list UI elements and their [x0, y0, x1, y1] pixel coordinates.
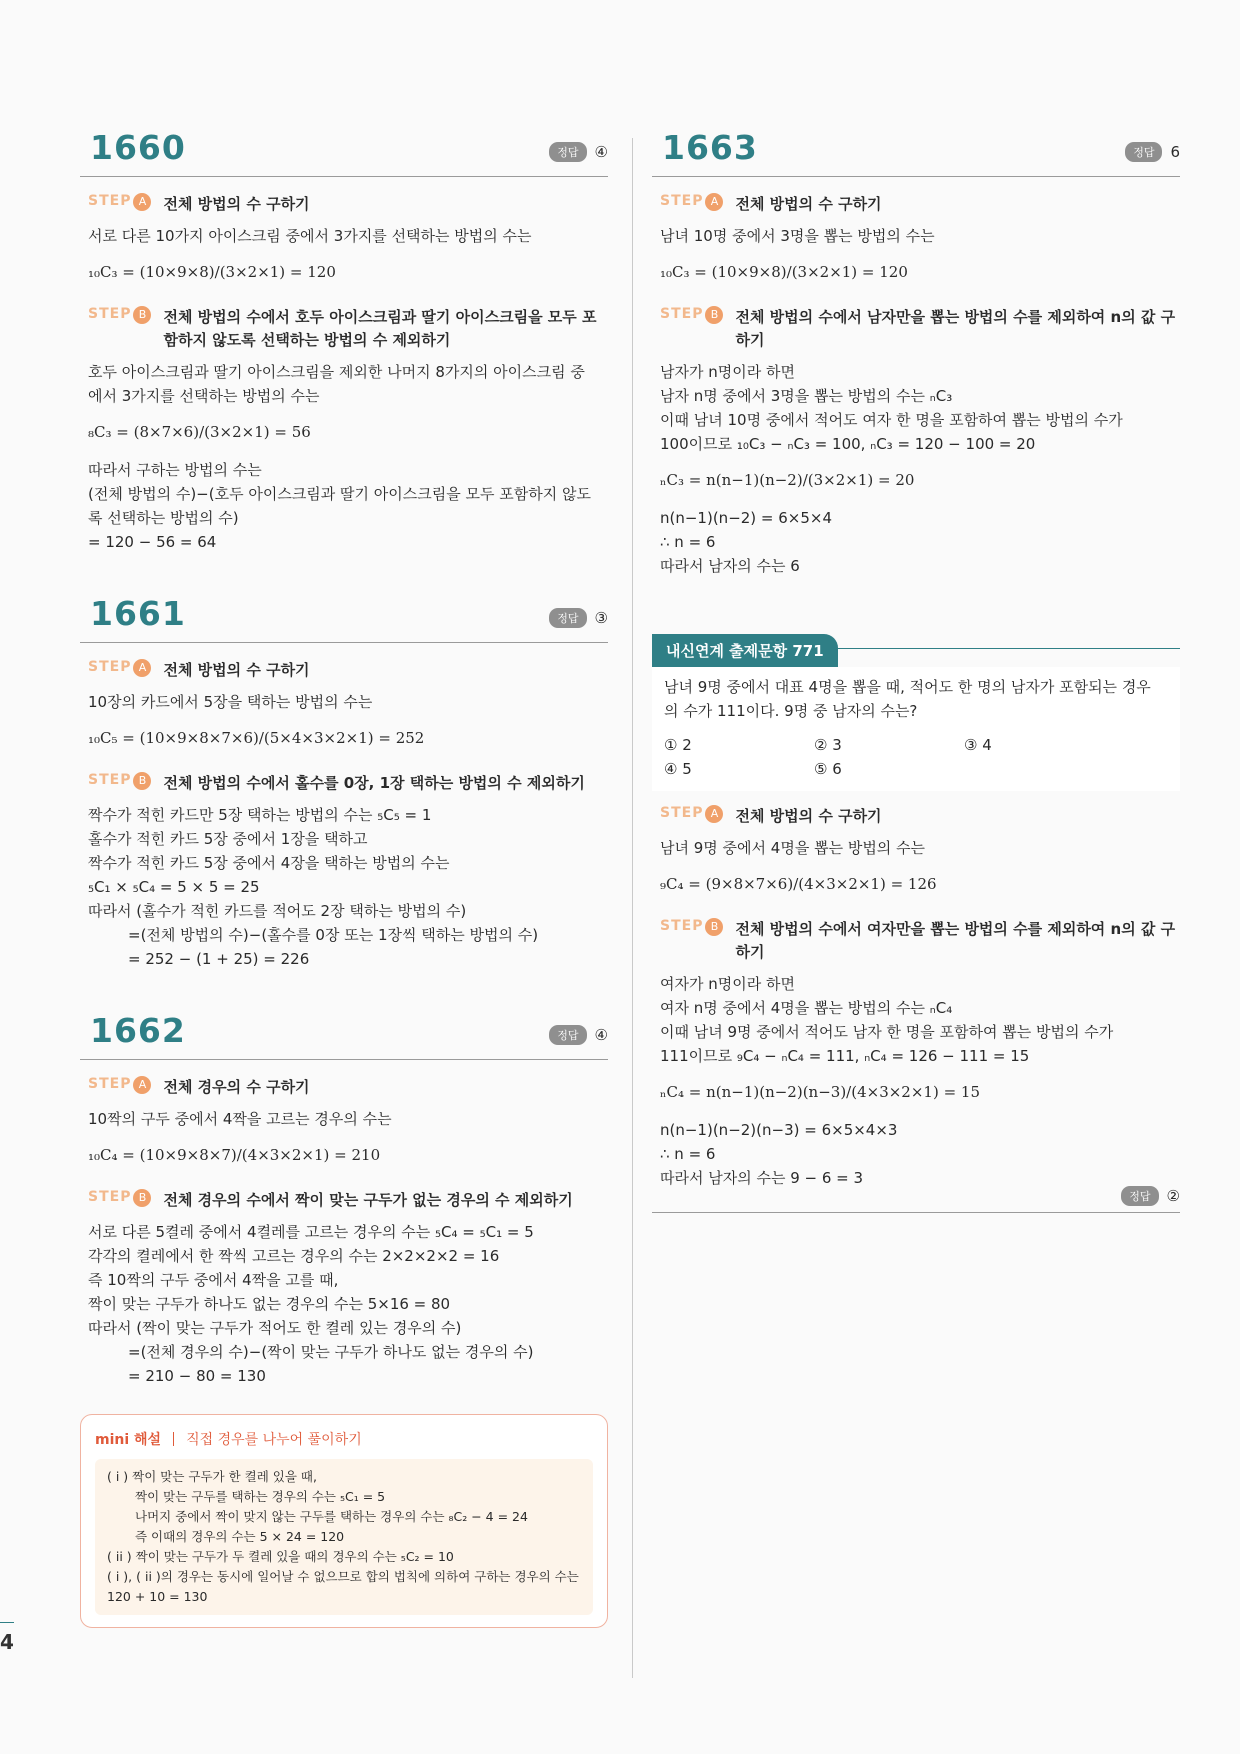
answer-value: 6	[1170, 143, 1180, 161]
choice-2: ② 3	[814, 736, 842, 754]
mini-line: ( i ) 짝이 맞는 구두가 한 켤레 있을 때,	[107, 1469, 317, 1484]
problem-number: 1661	[90, 594, 186, 633]
answer-badge: 정답	[1121, 1186, 1158, 1206]
text-line: 111이므로 ₉C₄ − ₙC₄ = 111, ₙC₄ = 126 − 111 = 15	[660, 1047, 1030, 1065]
step-letter-icon: A	[133, 193, 151, 211]
divider	[173, 1432, 174, 1446]
answer-box	[549, 142, 608, 162]
text-line: 에서 3가지를 선택하는 방법의 수는	[88, 387, 320, 405]
answer-value: ②	[1166, 1187, 1180, 1205]
step-tag: STEP	[88, 772, 132, 788]
text-line: 호두 아이스크림과 딸기 아이스크림을 제외한 나머지 8가지의 아이스크림 중	[88, 363, 585, 381]
text-line: 여자가 n명이라 하면	[660, 975, 795, 993]
mini-line: 나머지 중에서 짝이 맞지 않는 구두를 택하는 경우의 수는 ₈C₂ − 4 = 24	[135, 1509, 528, 1524]
text-line: 짝수가 적힌 카드 5장 중에서 4장을 택하는 방법의 수는	[88, 854, 450, 872]
text-line: n(n−1)(n−2)(n−3) = 6×5×4×3	[660, 1121, 898, 1139]
problem-1661	[80, 594, 608, 971]
text-line: 남녀 10명 중에서 3명을 뽑는 방법의 수는	[660, 227, 935, 245]
formula: ₉C₄ = (9×8×7×6)/(4×3×2×1) = 126	[660, 875, 937, 893]
mini-explanation-box	[80, 1414, 608, 1628]
text-line: 남자가 n명이라 하면	[660, 363, 795, 381]
step-a	[660, 193, 1180, 216]
answer-box	[549, 608, 608, 628]
choice-5: ⑤ 6	[814, 760, 842, 778]
step-tag: STEP	[660, 918, 704, 934]
answer-box	[549, 1025, 608, 1045]
problem-1660	[80, 128, 608, 554]
answer-box	[652, 1186, 1180, 1213]
text-line: 따라서 남자의 수는 9 − 6 = 3	[660, 1169, 864, 1187]
mini-title: 직접 경우를 나누어 풀이하기	[186, 1432, 362, 1448]
page-number: 4	[0, 1630, 14, 1654]
step-a	[88, 659, 608, 682]
answer-value: ④	[594, 1026, 608, 1044]
text-line: ₅C₁ × ₅C₄ = 5 × 5 = 25	[88, 878, 260, 896]
problem-number: 1662	[90, 1011, 186, 1050]
mini-line: ( ii ) 짝이 맞는 구두가 두 켤레 있을 때의 경우의 수는 ₅C₂ = 10	[107, 1549, 454, 1564]
mini-line: ( i ), ( ii )의 경우는 동시에 일어날 수 없으므로 합의 법칙에 의하여 구하는 경우의 수는	[107, 1569, 579, 1584]
text-line: 홀수가 적힌 카드 5장 중에서 1장을 택하고	[88, 830, 368, 848]
step-b	[88, 772, 608, 795]
step-tag: STEP	[88, 306, 132, 322]
problem-1663	[652, 128, 1180, 578]
problem-header	[652, 128, 1180, 177]
text-line: ∴ n = 6	[660, 533, 716, 551]
mini-line: 120 + 10 = 130	[107, 1589, 208, 1604]
linked-question	[652, 667, 1180, 791]
step-a	[88, 193, 608, 216]
text-line: 이때 남녀 9명 중에서 적어도 남자 한 명을 포함하여 뽑는 방법의 수가	[660, 1023, 1114, 1041]
step-title: 전체 방법의 수에서 호두 아이스크림과 딸기 아이스크림을 모두 포함하지 않도록 선택하는 방법의 수 제외하기	[163, 308, 597, 349]
formula: ₙC₄ = n(n−1)(n−2)(n−3)/(4×3×2×1) = 15	[660, 1083, 981, 1101]
choice-1: ① 2	[664, 736, 692, 754]
text-line: =(전체 경우의 수)−(짝이 맞는 구두가 하나도 없는 경우의 수)	[128, 1343, 534, 1361]
question-line: 남녀 9명 중에서 대표 4명을 뽑을 때, 적어도 한 명의 남자가 포함되는 경우	[664, 678, 1151, 696]
step-letter-icon: B	[133, 772, 151, 790]
text-line: 10짝의 구두 중에서 4짝을 고르는 경우의 수는	[88, 1110, 392, 1128]
answer-badge: 정답	[549, 1025, 586, 1045]
step-a	[88, 1076, 608, 1099]
linked-header: 내신연계 출제문항 771	[652, 634, 838, 667]
step-letter-icon: B	[133, 1189, 151, 1207]
step-letter-icon: A	[133, 1076, 151, 1094]
text-line: 짝이 맞는 구두가 하나도 없는 경우의 수는 5×16 = 80	[88, 1295, 451, 1313]
formula: ₁₀C₄ = (10×9×8×7)/(4×3×2×1) = 210	[88, 1146, 381, 1164]
step-letter-icon: A	[705, 805, 723, 823]
mini-header	[95, 1429, 593, 1449]
step-title: 전체 방법의 수 구하기	[735, 807, 882, 825]
text-line: 남자 n명 중에서 3명을 뽑는 방법의 수는 ₙC₃	[660, 387, 953, 405]
step-tag: STEP	[88, 193, 132, 209]
choice-3: ③ 4	[964, 736, 992, 754]
mini-label: mini 해설	[95, 1432, 162, 1448]
step-b	[660, 306, 1180, 352]
step-b	[88, 306, 608, 352]
text-line: = 120 − 56 = 64	[88, 533, 217, 551]
text-line: 따라서 구하는 방법의 수는	[88, 461, 262, 479]
step-title: 전체 방법의 수에서 여자만을 뽑는 방법의 수를 제외하여 n의 값 구하기	[735, 920, 1176, 961]
problem-number: 1663	[662, 128, 758, 167]
problem-header	[80, 1011, 608, 1060]
step-letter-icon: A	[133, 659, 151, 677]
text-line: = 252 − (1 + 25) = 226	[128, 950, 310, 968]
step-tag: STEP	[88, 1189, 132, 1205]
page-margin-mark	[0, 1622, 14, 1623]
text-line: n(n−1)(n−2) = 6×5×4	[660, 509, 833, 527]
mini-body	[95, 1459, 593, 1615]
text-line: 각각의 켤레에서 한 짝씩 고르는 경우의 수는 2×2×2×2 = 16	[88, 1247, 500, 1265]
step-title: 전체 방법의 수 구하기	[163, 195, 310, 213]
left-column	[80, 128, 608, 1668]
answer-badge: 정답	[549, 142, 586, 162]
step-tag: STEP	[660, 193, 704, 209]
text-line: 서로 다른 10가지 아이스크림 중에서 3가지를 선택하는 방법의 수는	[88, 227, 532, 245]
answer-badge: 정답	[549, 608, 586, 628]
answer-badge: 정답	[1125, 142, 1162, 162]
step-b	[88, 1189, 608, 1212]
step-title: 전체 방법의 수에서 남자만을 뽑는 방법의 수를 제외하여 n의 값 구하기	[735, 308, 1176, 349]
problem-number: 1660	[90, 128, 186, 167]
text-line: = 210 − 80 = 130	[128, 1367, 266, 1385]
text-line: 10장의 카드에서 5장을 택하는 방법의 수는	[88, 693, 373, 711]
text-line: 여자 n명 중에서 4명을 뽑는 방법의 수는 ₙC₄	[660, 999, 953, 1017]
text-line: (전체 방법의 수)−(호두 아이스크림과 딸기 아이스크림을 모두 포함하지 않도	[88, 485, 591, 503]
problem-1662	[80, 1011, 608, 1628]
problem-header	[80, 128, 608, 177]
text-line: 록 선택하는 방법의 수)	[88, 509, 239, 527]
formula: ₙC₃ = n(n−1)(n−2)/(3×2×1) = 20	[660, 471, 915, 489]
answer-value: ③	[594, 609, 608, 627]
step-letter-icon: B	[133, 306, 151, 324]
mini-line: 즉 이때의 경우의 수는 5 × 24 = 120	[135, 1529, 345, 1544]
step-tag: STEP	[88, 659, 132, 675]
choice-4: ④ 5	[664, 760, 692, 778]
step-tag: STEP	[88, 1076, 132, 1092]
text-line: 짝수가 적힌 카드만 5장 택하는 방법의 수는 ₅C₅ = 1	[88, 806, 432, 824]
text-line: 따라서 남자의 수는 6	[660, 557, 800, 575]
problem-header	[80, 594, 608, 643]
step-tag: STEP	[660, 306, 704, 322]
step-tag: STEP	[660, 805, 704, 821]
step-letter-icon: B	[705, 918, 723, 936]
formula: ₈C₃ = (8×7×6)/(3×2×1) = 56	[88, 423, 311, 441]
step-title: 전체 경우의 수에서 짝이 맞는 구두가 없는 경우의 수 제외하기	[163, 1191, 573, 1209]
step-letter-icon: A	[705, 193, 723, 211]
text-line: 남녀 9명 중에서 4명을 뽑는 방법의 수는	[660, 839, 926, 857]
step-b	[660, 918, 1180, 964]
mini-line: 짝이 맞는 구두를 택하는 경우의 수는 ₅C₁ = 5	[135, 1489, 386, 1504]
text-line: 이때 남녀 10명 중에서 적어도 여자 한 명을 포함하여 뽑는 방법의 수가	[660, 411, 1123, 429]
text-line: ∴ n = 6	[660, 1145, 716, 1163]
formula: ₁₀C₅ = (10×9×8×7×6)/(5×4×3×2×1) = 252	[88, 729, 425, 747]
step-letter-icon: B	[705, 306, 723, 324]
answer-value: ④	[594, 143, 608, 161]
formula: ₁₀C₃ = (10×9×8)/(3×2×1) = 120	[660, 263, 908, 281]
text-line: 서로 다른 5켤레 중에서 4켤레를 고르는 경우의 수는 ₅C₄ = ₅C₁ = 5	[88, 1223, 534, 1241]
step-title: 전체 방법의 수 구하기	[735, 195, 882, 213]
choices	[664, 733, 1168, 781]
step-title: 전체 방법의 수에서 홀수를 0장, 1장 택하는 방법의 수 제외하기	[163, 774, 585, 792]
question-line: 의 수가 111이다. 9명 중 남자의 수는?	[664, 702, 918, 720]
step-title: 전체 경우의 수 구하기	[163, 1078, 310, 1096]
text-line: 100이므로 ₁₀C₃ − ₙC₃ = 100, ₙC₃ = 120 − 100 = 20	[660, 435, 1036, 453]
text-line: 따라서 (짝이 맞는 구두가 적어도 한 켤레 있는 경우의 수)	[88, 1319, 462, 1337]
text-line: 따라서 (홀수가 적힌 카드를 적어도 2장 택하는 방법의 수)	[88, 902, 467, 920]
formula: ₁₀C₃ = (10×9×8)/(3×2×1) = 120	[88, 263, 336, 281]
linked-exam-problem	[652, 634, 1180, 1213]
answer-box	[1125, 142, 1180, 162]
text-line: =(전체 방법의 수)−(홀수를 0장 또는 1장씩 택하는 방법의 수)	[128, 926, 539, 944]
column-divider	[632, 138, 633, 1678]
right-column	[652, 128, 1180, 1213]
text-line: 즉 10짝의 구두 중에서 4짝을 고를 때,	[88, 1271, 339, 1289]
step-a	[660, 805, 1180, 828]
step-title: 전체 방법의 수 구하기	[163, 661, 310, 679]
